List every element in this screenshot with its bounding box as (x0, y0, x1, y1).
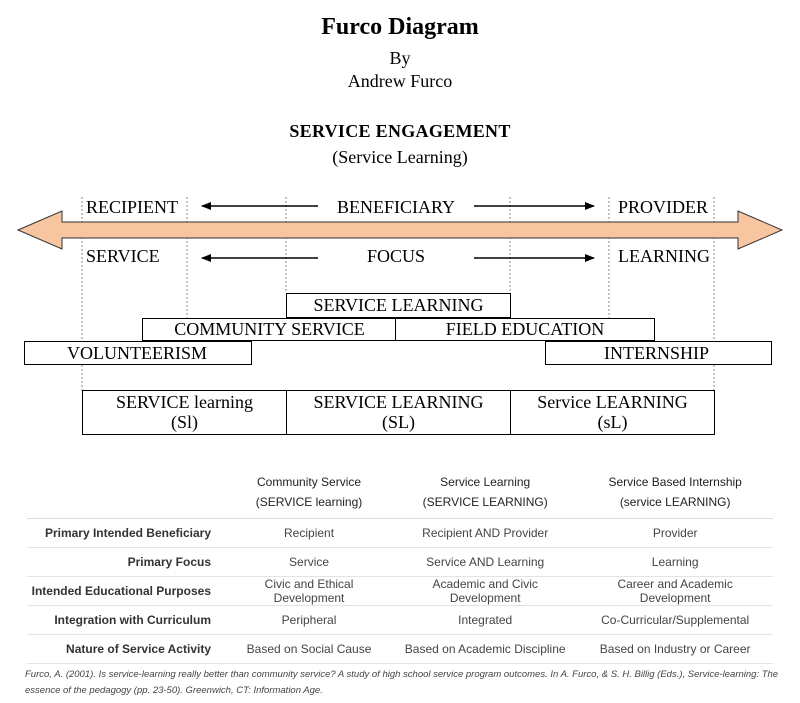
table-cell: Recipient AND Provider (393, 519, 577, 548)
column-name: Community Service (257, 475, 362, 489)
column-name: Service Based Internship (608, 475, 742, 489)
recipient-label: RECIPIENT (86, 197, 178, 217)
row-label: Primary Intended Beneficiary (27, 519, 225, 548)
field-education-box: FIELD EDUCATION (395, 318, 655, 341)
table-cell: Based on Social Cause (225, 635, 393, 664)
comparison-table (27, 470, 773, 664)
row-label: Nature of Service Activity (27, 635, 225, 664)
section-heading: SERVICE ENGAGEMENT (289, 121, 511, 141)
table-cell: Service AND Learning (393, 548, 577, 577)
table-cell: Integrated (393, 606, 577, 635)
citation-line: Furco, A. (2001). Is service-learning really better than community service? A study of high school service program outcomes. In A. Furco, & S. H. Billig (Eds.), Service-learning: The (25, 669, 779, 680)
column-header (393, 470, 577, 519)
emphasis-label: SERVICE LEARNING (313, 392, 484, 412)
table-row (27, 635, 773, 664)
volunteerism-box: VOLUNTEERISM (24, 341, 252, 365)
table-cell: Co-Curricular/Supplemental (577, 606, 773, 635)
provider-label: PROVIDER (618, 197, 709, 217)
emphasis-label: SERVICE learning (115, 392, 254, 412)
table-cell: Based on Academic Discipline (393, 635, 577, 664)
table-cell: Peripheral (225, 606, 393, 635)
table-row (27, 577, 773, 606)
table-cell: Learning (577, 548, 773, 577)
table-row (27, 548, 773, 577)
column-header (225, 470, 393, 519)
section-subheading: (Service Learning) (332, 147, 468, 167)
row-label: Integration with Curriculum (27, 606, 225, 635)
table-cell: Academic and Civic Development (393, 577, 577, 606)
table-header-row (27, 470, 773, 519)
column-name: Service Learning (440, 475, 531, 489)
table-corner (27, 470, 225, 519)
row-label: Primary Focus (27, 548, 225, 577)
table-cell: Service (225, 548, 393, 577)
by-label: By (389, 48, 411, 68)
focus-label: FOCUS (366, 246, 426, 266)
emphasis-abbr: (Sl) (171, 412, 198, 432)
service-label: SERVICE (86, 246, 160, 266)
author-name: Andrew Furco (347, 71, 453, 91)
citation-line: essence of the pedagogy (pp. 23-50). Greenwich, CT: Information Age. (25, 685, 323, 696)
table-row (27, 606, 773, 635)
emphasis-label: Service LEARNING (537, 392, 688, 412)
table-cell: Based on Industry or Career (577, 635, 773, 664)
column-header (577, 470, 773, 519)
emphasis-box-service (82, 390, 287, 435)
beneficiary-label: BENEFICIARY (336, 197, 455, 217)
diagram-title: Furco Diagram (321, 14, 479, 40)
table-cell: Recipient (225, 519, 393, 548)
service-learning-box: SERVICE LEARNING (286, 293, 511, 318)
internship-box: INTERNSHIP (545, 341, 772, 365)
citation (25, 667, 780, 699)
emphasis-abbr: (SL) (382, 412, 415, 432)
community-service-box: COMMUNITY SERVICE (142, 318, 397, 341)
learning-label: LEARNING (618, 246, 710, 266)
table-cell: Career and Academic Development (577, 577, 773, 606)
row-label: Intended Educational Purposes (27, 577, 225, 606)
table-cell: Civic and Ethical Development (225, 577, 393, 606)
table-row (27, 519, 773, 548)
emphasis-box-balanced (286, 390, 511, 435)
column-sub: (SERVICE learning) (255, 495, 363, 509)
emphasis-box-learning (510, 390, 715, 435)
table-cell: Provider (577, 519, 773, 548)
emphasis-abbr: (sL) (597, 412, 628, 432)
column-sub: (service LEARNING) (619, 495, 731, 509)
column-sub: (SERVICE LEARNING) (422, 495, 548, 509)
